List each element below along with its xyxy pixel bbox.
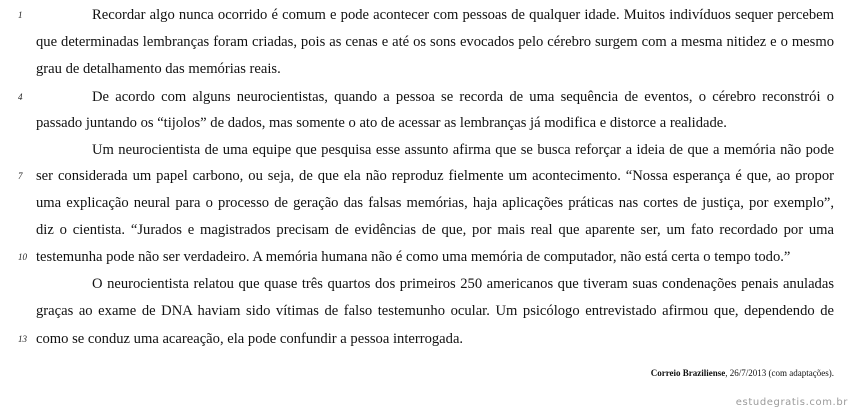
text-line: testemunha pode não ser verdadeiro. A memória humana não é como uma memória de computador, não está certa o tempo todo.” (36, 249, 791, 265)
line-number-1: 1 (18, 10, 23, 20)
text-line: Recordar algo nunca ocorrido é comum e pode acontecer com pessoas de qualquer idade. Muitos indivíduos sequer percebem (92, 7, 834, 23)
line-number-10: 10 (18, 252, 27, 262)
text-line: graças ao exame de DNA haviam sido vítimas de falso testemunho ocular. Um psicólogo entrevistado afirmou que, dependendo de (36, 303, 834, 319)
source-name: Correio Braziliense (650, 368, 726, 378)
text-line: grau de detalhamento das memórias reais. (36, 61, 281, 77)
text-line: O neurocientista relatou que quase três quartos dos primeiros 250 americanos que tiveram suas condenações penais anuladas (92, 276, 834, 292)
source-citation (651, 366, 834, 380)
text-line: Um neurocientista de uma equipe que pesquisa esse assunto afirma que se busca reforçar a ideia de que a memória não pode (92, 142, 834, 158)
text-line: que determinadas lembranças foram criadas, pois as cenas e até os sons evocados pelo cérebro surgem com a mesma nitidez e o mesmo (36, 34, 834, 50)
line-number-7: 7 (18, 171, 23, 181)
text-line: uma explicação neural para o processo de geração das falsas memórias, haja aplicações práticas nas cortes de justiça, por exemplo”, (36, 195, 834, 211)
text-line: De acordo com alguns neurocientistas, quando a pessoa se recorda de uma sequência de eventos, o cérebro reconstrói o (92, 89, 834, 105)
text-line: como se conduz uma acareação, ela pode confundir a pessoa interrogada. (36, 331, 464, 347)
text-line: diz o cientista. “Jurados e magistrados precisam de evidências de que, por mais real que aparente ser, um fato recordado por uma (36, 222, 834, 238)
line-number-13: 13 (18, 334, 27, 344)
source-details: , 26/7/2013 (com adaptações). (725, 368, 834, 378)
text-line: passado juntando os “tijolos” de dados, mas somente o ato de acessar as lembranças já modifica e distorce a realidade. (36, 115, 727, 131)
line-number-4: 4 (18, 92, 23, 102)
text-line: ser considerada um papel carbono, ou seja, de que ela não reproduz fielmente um acontecimento. “Nossa esperança é que, ao propor (36, 168, 834, 184)
site-watermark: estudegratis.com.br (735, 397, 848, 408)
